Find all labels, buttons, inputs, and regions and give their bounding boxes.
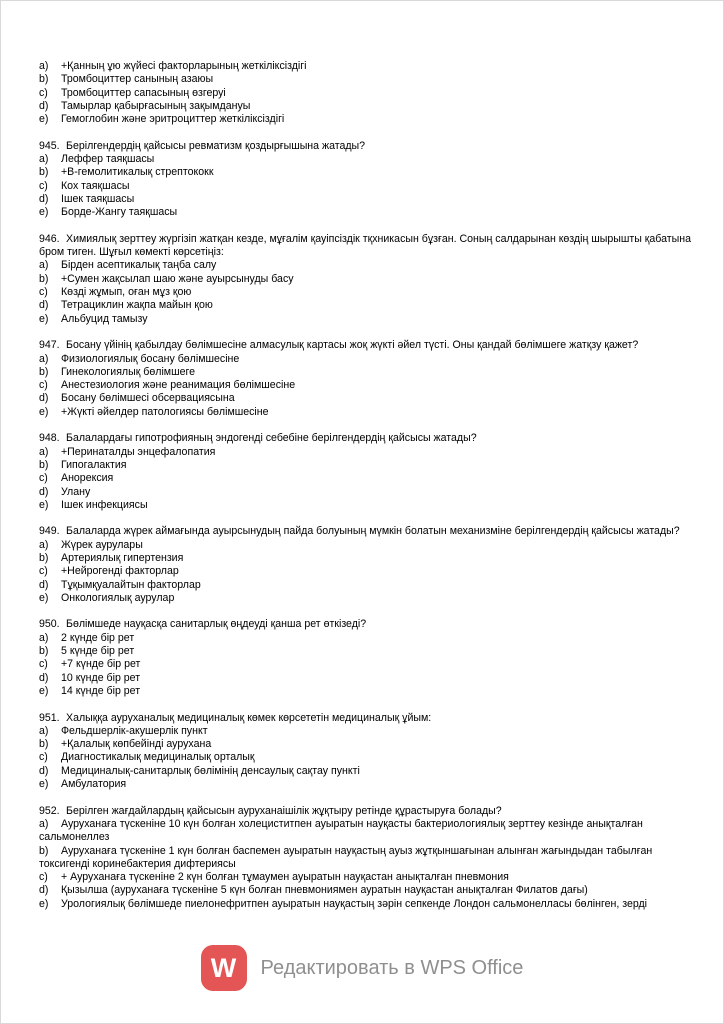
option-label: a)	[39, 538, 49, 551]
question-block	[39, 712, 691, 792]
question-line	[39, 140, 691, 153]
option-text: Альбуцид тамызу	[61, 312, 148, 325]
wps-logo-letter: W	[210, 952, 237, 983]
option-text: Амбулатория	[61, 778, 127, 791]
option-label: a)	[39, 259, 49, 272]
option-text: Ауруханаға түскеніне 10 күн болған холециститпен ауыратын науқасты бактериологиялық зерттеу кезінде анықталған сальмонеллез	[39, 817, 643, 844]
question-text: Босану үйінің қабылдау бөлімшесіне алмасулық картасы жоқ жүкті әйел түсті. Оны қандай бөлімшеге жатқзу қажет?	[66, 339, 639, 352]
answer-option-line	[39, 87, 691, 100]
answer-option-line	[39, 871, 691, 884]
answer-option-line	[39, 100, 691, 113]
option-text: +Сумен жақсылап шаю және ауырсынуды басу	[61, 272, 294, 285]
option-label: e)	[39, 206, 49, 219]
question-text: Берілгендердің қайсысы ревматизм қоздырғышына жатады?	[66, 139, 366, 152]
option-label: c)	[39, 86, 48, 99]
option-text: Қызылша (ауруханаға түскеніне 5 күн болған пневмониямен ауратын науқастан анықталған Филатов дағы)	[61, 884, 588, 897]
option-label: e)	[39, 312, 49, 325]
question-line	[39, 712, 691, 725]
option-label: b)	[39, 73, 49, 86]
question-number: 948.	[39, 432, 60, 445]
question-block	[39, 233, 691, 326]
option-text: Ішек таяқшасы	[61, 192, 135, 205]
option-text: +7 күнде бір рет	[61, 658, 141, 671]
option-label: e)	[39, 498, 49, 511]
option-text: Бірден асептикалық таңба салу	[61, 259, 217, 272]
option-text: +Қалалық көпбейінді аурухана	[61, 738, 212, 751]
option-label: a)	[39, 817, 49, 830]
option-label: d)	[39, 485, 49, 498]
answer-option-line	[39, 353, 691, 366]
answer-option-line	[39, 60, 691, 73]
option-text: Кох таяқшасы	[61, 179, 130, 192]
question-block	[39, 525, 691, 605]
option-text: Көзді жұмып, оған мұз қою	[61, 286, 192, 299]
option-label: c)	[39, 286, 48, 299]
answer-option-line	[39, 765, 691, 778]
option-text: 14 күнде бір рет	[61, 684, 141, 697]
answer-option-line	[39, 592, 691, 605]
answer-option-line	[39, 685, 691, 698]
answer-option-line	[39, 446, 691, 459]
option-label: a)	[39, 60, 49, 72]
option-label: c)	[39, 871, 48, 884]
option-text: Анестезиология және реанимация бөлімшесіне	[61, 379, 296, 392]
wps-logo-icon	[201, 945, 247, 991]
option-label: d)	[39, 884, 49, 897]
option-text: 2 күнде бір рет	[61, 631, 135, 644]
option-label: c)	[39, 179, 48, 192]
answer-option-line	[39, 579, 691, 592]
question-line	[39, 432, 691, 445]
option-label: c)	[39, 379, 48, 392]
question-text: Бөлімшеде науқасқа санитарлық өңдеуді қанша рет өткізеді?	[66, 618, 367, 631]
answer-option-line	[39, 645, 691, 658]
option-label: e)	[39, 591, 49, 604]
question-text: Химиялық зерттеу жүргізіп жатқан кезде, мұғалім қауіпсіздік тқхникасын бұзған. Соның салдарынан көздің шырышты қабатына бром тиген. Шұғыл көмекті көрсетіңіз:	[39, 232, 691, 259]
question-number: 946.	[39, 232, 60, 245]
answer-option-line	[39, 499, 691, 512]
option-text: Борде-Жангу таяқшасы	[61, 206, 178, 219]
answer-option-line	[39, 273, 691, 286]
option-label: c)	[39, 565, 48, 578]
question-number: 952.	[39, 804, 60, 817]
option-text: Медициналық-санитарлық бөлімінің денсаулық сақтау пункті	[61, 764, 360, 777]
option-label: b)	[39, 844, 49, 857]
question-text: Балалардағы гипотрофияның эндогенді себебіне берілгендердің қайсысы жатады?	[66, 432, 477, 445]
option-text: Жүрек аурулары	[61, 538, 143, 551]
question-block	[39, 140, 691, 220]
answer-option-line	[39, 898, 691, 911]
answer-option-line	[39, 672, 691, 685]
answer-option-line	[39, 738, 691, 751]
option-text: Артериялық гипертензия	[61, 551, 184, 564]
answer-option-line	[39, 565, 691, 578]
option-text: +Қанның ұю жүйесі факторларының жеткіліксіздігі	[61, 60, 307, 72]
question-line	[39, 618, 691, 631]
question-block	[39, 432, 691, 512]
option-text: Урологиялық бөлімшеде пиелонефритпен ауыратын науқастың зәрін сепкенде Лондон сальмонелласы бөлінген, зерді	[61, 897, 648, 910]
answer-option-line	[39, 725, 691, 738]
option-label: a)	[39, 352, 49, 365]
answer-option-line	[39, 299, 691, 312]
option-label: b)	[39, 645, 49, 658]
option-text: Тетрациклин жақпа майын қою	[61, 299, 213, 312]
option-text: +Жүкті әйелдер патологиясы бөлімшесіне	[61, 405, 269, 418]
option-label: c)	[39, 658, 48, 671]
option-text: Гемоглобин және эритроциттер жеткіліксіздігі	[61, 113, 285, 126]
answer-option-line	[39, 552, 691, 565]
option-text: Улану	[61, 485, 91, 498]
option-text: Фельдшерлік-акушерлік пункт	[61, 724, 208, 737]
question-line	[39, 339, 691, 352]
answer-option-line	[39, 313, 691, 326]
option-text: 5 күнде бір рет	[61, 645, 135, 658]
answer-option-line	[39, 751, 691, 764]
option-text: Гипогалактия	[61, 458, 127, 471]
option-text: Гинекологиялық бөлімшеге	[61, 365, 195, 378]
option-text: 10 күнде бір рет	[61, 671, 141, 684]
answer-option-line	[39, 379, 691, 392]
question-block	[39, 339, 691, 419]
answer-option-line	[39, 486, 691, 499]
option-label: a)	[39, 631, 49, 644]
option-text: Тұқымқуалайтын факторлар	[61, 578, 201, 591]
option-label: e)	[39, 684, 49, 697]
question-number: 951.	[39, 711, 60, 724]
option-label: e)	[39, 113, 49, 126]
option-text: Тромбоциттер санының азаюы	[61, 73, 214, 86]
option-text: Тромбоциттер сапасының өзгеруі	[61, 86, 226, 99]
option-text: +Перинаталды энцефалопатия	[61, 445, 216, 458]
question-line	[39, 525, 691, 538]
option-label: e)	[39, 897, 49, 910]
option-text: + Ауруханаға түскеніне 2 күн болған тұмаумен ауыратын науқастан анықталған пневмония	[61, 871, 509, 884]
option-label: d)	[39, 392, 49, 405]
question-text: Берілген жағдайлардың қайсысын ауруханаішілік жұқтыру ретінде құрастыруға болады?	[66, 804, 502, 817]
answer-option-line	[39, 406, 691, 419]
option-label: b)	[39, 738, 49, 751]
option-label: d)	[39, 192, 49, 205]
answer-option-line	[39, 778, 691, 791]
answer-option-line	[39, 459, 691, 472]
option-label: e)	[39, 778, 49, 791]
answer-option-line	[39, 113, 691, 126]
question-line	[39, 805, 691, 818]
answer-option-line	[39, 73, 691, 86]
question-number: 947.	[39, 339, 60, 352]
option-label: b)	[39, 365, 49, 378]
answer-option-line	[39, 193, 691, 206]
option-label: a)	[39, 724, 49, 737]
question-line	[39, 233, 691, 260]
option-label: a)	[39, 445, 49, 458]
leading-options-block	[39, 60, 691, 126]
edit-in-wps-label: Редактировать в WPS Office	[260, 956, 524, 979]
question-block	[39, 805, 691, 911]
question-text: Халыққа ауруханалық медициналық көмек көрсететін медициналық ұйым:	[66, 711, 432, 724]
answer-option-line	[39, 366, 691, 379]
answer-option-line	[39, 392, 691, 405]
option-text: +Нейрогенді факторлар	[61, 565, 179, 578]
option-text: +В-гемолитикалық стрептококк	[61, 166, 214, 179]
answer-option-line	[39, 259, 691, 272]
answer-option-line	[39, 884, 691, 897]
answer-option-line	[39, 845, 691, 872]
question-number: 949.	[39, 525, 60, 538]
option-label: d)	[39, 99, 49, 112]
document-content	[39, 60, 691, 924]
question-number: 950.	[39, 618, 60, 631]
edit-in-wps-button[interactable]	[1, 945, 723, 991]
option-label: d)	[39, 671, 49, 684]
option-label: b)	[39, 272, 49, 285]
question-block	[39, 618, 691, 698]
option-text: Анорексия	[61, 472, 114, 485]
option-label: e)	[39, 405, 49, 418]
answer-option-line	[39, 166, 691, 179]
question-text: Балаларда жүрек аймағында ауырсынудың пайда болуының мүмкін болатын механизміне берілгендердің қайсысы жатады?	[66, 525, 680, 538]
option-label: b)	[39, 551, 49, 564]
answer-option-line	[39, 153, 691, 166]
option-text: Ішек инфекциясы	[61, 498, 148, 511]
option-label: d)	[39, 764, 49, 777]
option-text: Диагностикалық медициналық орталық	[61, 751, 255, 764]
option-text: Босану бөлімшесі обсервациясына	[61, 392, 235, 405]
answer-option-line	[39, 286, 691, 299]
option-text: Онкологиялық аурулар	[61, 591, 175, 604]
answer-option-line	[39, 632, 691, 645]
answer-option-line	[39, 658, 691, 671]
option-label: c)	[39, 472, 48, 485]
option-text: Физиологиялық босану бөлімшесіне	[61, 352, 240, 365]
option-label: c)	[39, 751, 48, 764]
option-label: a)	[39, 153, 49, 166]
option-text: Тамырлар қабырғасының зақымдануы	[61, 99, 251, 112]
option-label: b)	[39, 458, 49, 471]
answer-option-line	[39, 539, 691, 552]
question-number: 945.	[39, 139, 60, 152]
answer-option-line	[39, 206, 691, 219]
option-label: b)	[39, 166, 49, 179]
answer-option-line	[39, 472, 691, 485]
answer-option-line	[39, 180, 691, 193]
option-text: Леффер таяқшасы	[61, 153, 155, 166]
option-label: d)	[39, 299, 49, 312]
option-text: Ауруханаға түскеніне 1 күн болған баспемен ауыратын науқастың ауыз жұтқыншағынан алынған жағындыдан табылған токсигенді коринебактерия дифтериясы	[39, 844, 653, 870]
answer-option-line	[39, 818, 691, 845]
option-label: d)	[39, 578, 49, 591]
